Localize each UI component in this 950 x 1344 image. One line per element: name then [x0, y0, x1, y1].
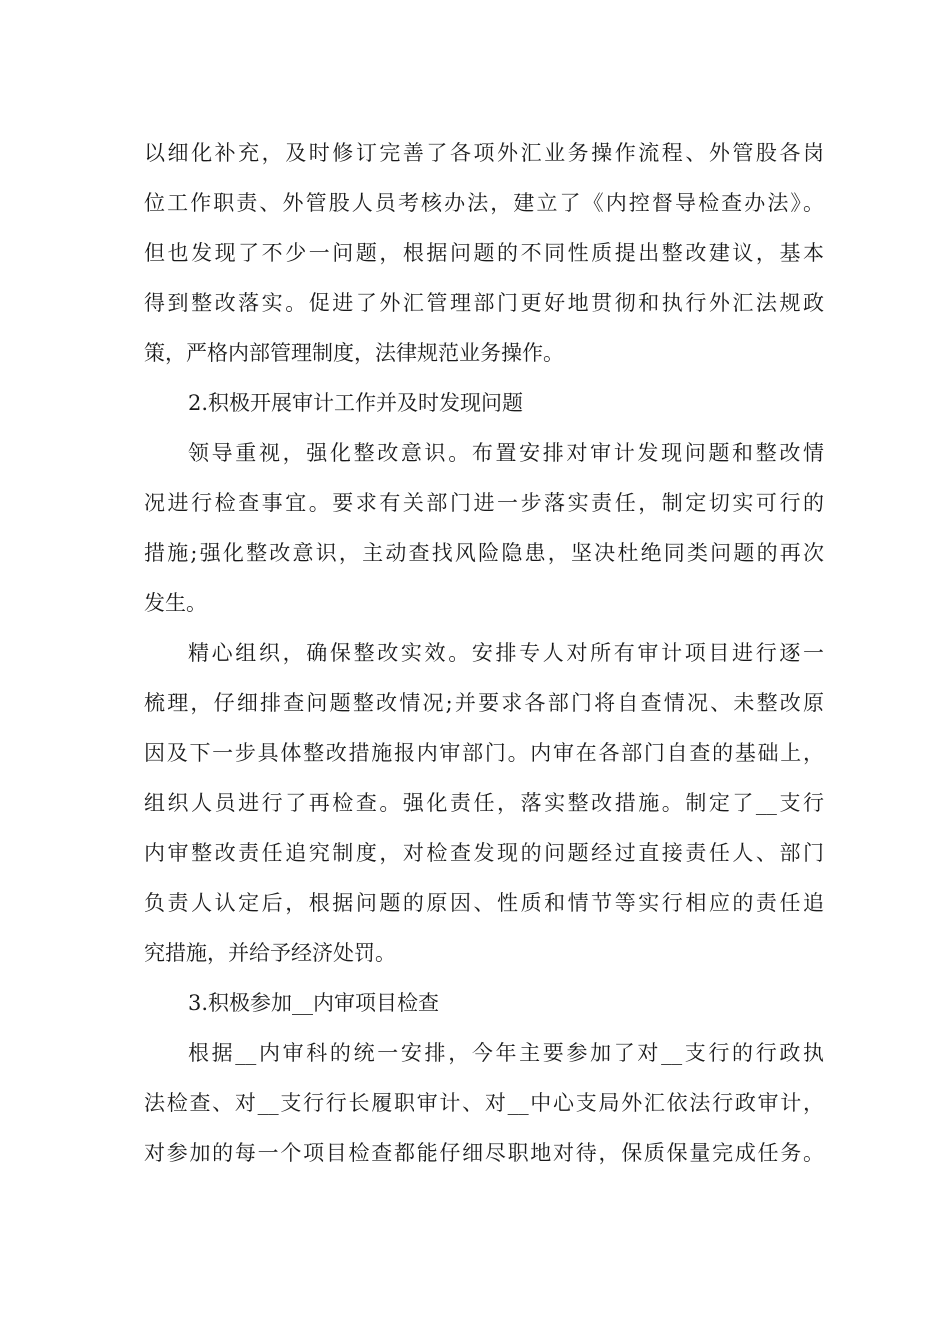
text-line: 发生。	[144, 591, 207, 615]
text-line: 因及下一步具体整改措施报内审部门。内审在各部门自查的基础上，	[144, 741, 824, 765]
text-line: 对参加的每一个项目检查都能仔细尽职地对待，保质保量完成任务。	[144, 1141, 824, 1165]
text-line: 以细化补充，及时修订完善了各项外汇业务操作流程、外管股各岗	[144, 141, 824, 165]
text-line: 负责人认定后，根据问题的原因、性质和情节等实行相应的责任追	[144, 891, 824, 915]
text-line: 位工作职责、外管股人员考核办法，建立了《内控督导检查办法》。	[144, 191, 824, 215]
section-heading: 3.积极参加__内审项目检查	[188, 991, 440, 1015]
text-line: 组织人员进行了再检查。强化责任，落实整改措施。制定了__支行	[144, 791, 824, 815]
text-line: 究措施，并给予经济处罚。	[144, 941, 396, 965]
text-line: 况进行检查事宜。要求有关部门进一步落实责任，制定切实可行的	[144, 491, 824, 515]
text-line: 梳理，仔细排查问题整改情况;并要求各部门将自查情况、未整改原	[144, 691, 824, 715]
document-body	[144, 128, 824, 1178]
text-line: 法检查、对__支行行长履职审计、对__中心支局外汇依法行政审计，	[144, 1091, 824, 1115]
text-line: 但也发现了不少一问题，根据问题的不同性质提出整改建议，基本	[144, 241, 824, 265]
text-line: 内审整改责任追究制度，对检查发现的问题经过直接责任人、部门	[144, 841, 824, 865]
paragraph-first-line: 领导重视，强化整改意识。布置安排对审计发现问题和整改情	[188, 441, 824, 465]
paragraph-first-line: 精心组织，确保整改实效。安排专人对所有审计项目进行逐一	[188, 641, 824, 665]
text-line: 措施;强化整改意识，主动查找风险隐患，坚决杜绝同类问题的再次	[144, 541, 824, 565]
paragraph-first-line: 根据__内审科的统一安排，今年主要参加了对__支行的行政执	[188, 1041, 824, 1065]
text-line: 得到整改落实。促进了外汇管理部门更好地贯彻和执行外汇法规政	[144, 291, 824, 315]
text-line: 策，严格内部管理制度，法律规范业务操作。	[144, 341, 564, 365]
section-heading: 2.积极开展审计工作并及时发现问题	[188, 391, 524, 415]
